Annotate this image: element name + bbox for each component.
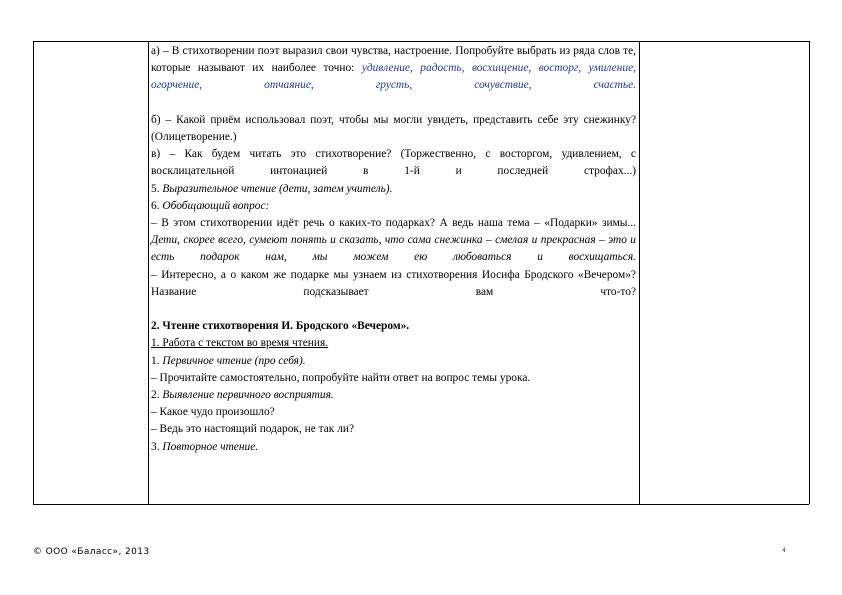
question-miracle: – Какое чудо произошло?: [151, 406, 275, 419]
table-right-border: [809, 41, 810, 504]
paragraph-b: б) – Какой приём использовал поэт, чтобы мы могли увидеть, представить себе эту снежинку? (Олицетворение.): [151, 113, 636, 143]
emotion-words: удивление, радость, восхищение, восторг, умиление, огорчение, отчаяние, грусть, сочувствие, счастье.: [151, 62, 636, 92]
table-bottom-border: [33, 504, 809, 505]
section-heading-2: 2. Чтение стихотворения И. Бродского «Вечером».: [151, 320, 410, 333]
reading-step-1: 1. Первичное чтение (про себя).: [151, 354, 306, 367]
footer-copyright: © ООО «Баласс», 2013: [33, 547, 150, 557]
expected-answer: Дети, скорее всего, сумеют понять и сказать, что сама снежинка – смелая и прекрасная – это и есть подарок нам, мы можем ею любоваться и восхищаться.: [151, 234, 636, 264]
reading-step-2: 2. Выявление первичного восприятия.: [151, 389, 334, 402]
column-divider-1: [148, 41, 149, 504]
question-gifts: – В этом стихотворении идёт речь о каких-то подарках? А ведь наша тема – «Подарки» зимы...: [151, 217, 636, 230]
lesson-content-cell: [151, 43, 636, 456]
lesson-table: [33, 41, 810, 505]
table-left-border: [33, 41, 34, 504]
step-6: 6. Обобщающий вопрос:: [151, 199, 270, 212]
work-with-text-heading: 1. Работа с текстом во время чтения.: [151, 337, 329, 350]
step-5: 5. Выразительное чтение (дети, затем учитель).: [151, 182, 393, 195]
question-real-gift: – Ведь это настоящий подарок, не так ли?: [151, 423, 355, 436]
reading-step-1-task: – Прочитайте самостоятельно, попробуйте найти ответ на вопрос темы урока.: [151, 371, 531, 384]
paragraph-a: а) – В стихотворении поэт выразил свои чувства, настроение. Попробуйте выбрать из ряда слов те, которые называют их наиболее точно: удивление, радость, восхищение, восторг, умиление, огорчение, отчаяние, грусть, сочувствие, счастье.: [151, 45, 636, 92]
question-brodsky: – Интересно, а о каком же подарке мы узнаем из стихотворения Иосифа Бродского «Вечером»? Название подсказывает вам что-то?: [151, 268, 636, 298]
column-divider-2: [639, 41, 640, 504]
paragraph-v: в) – Как будем читать это стихотворение? (Торжественно, с восторгом, удивлением, с восклицательной интонацией в 1-й и последней строфах...): [151, 148, 636, 178]
page-number: 4: [782, 547, 786, 554]
reading-step-3: 3. Повторное чтение.: [151, 440, 259, 453]
table-top-border: [33, 41, 809, 42]
